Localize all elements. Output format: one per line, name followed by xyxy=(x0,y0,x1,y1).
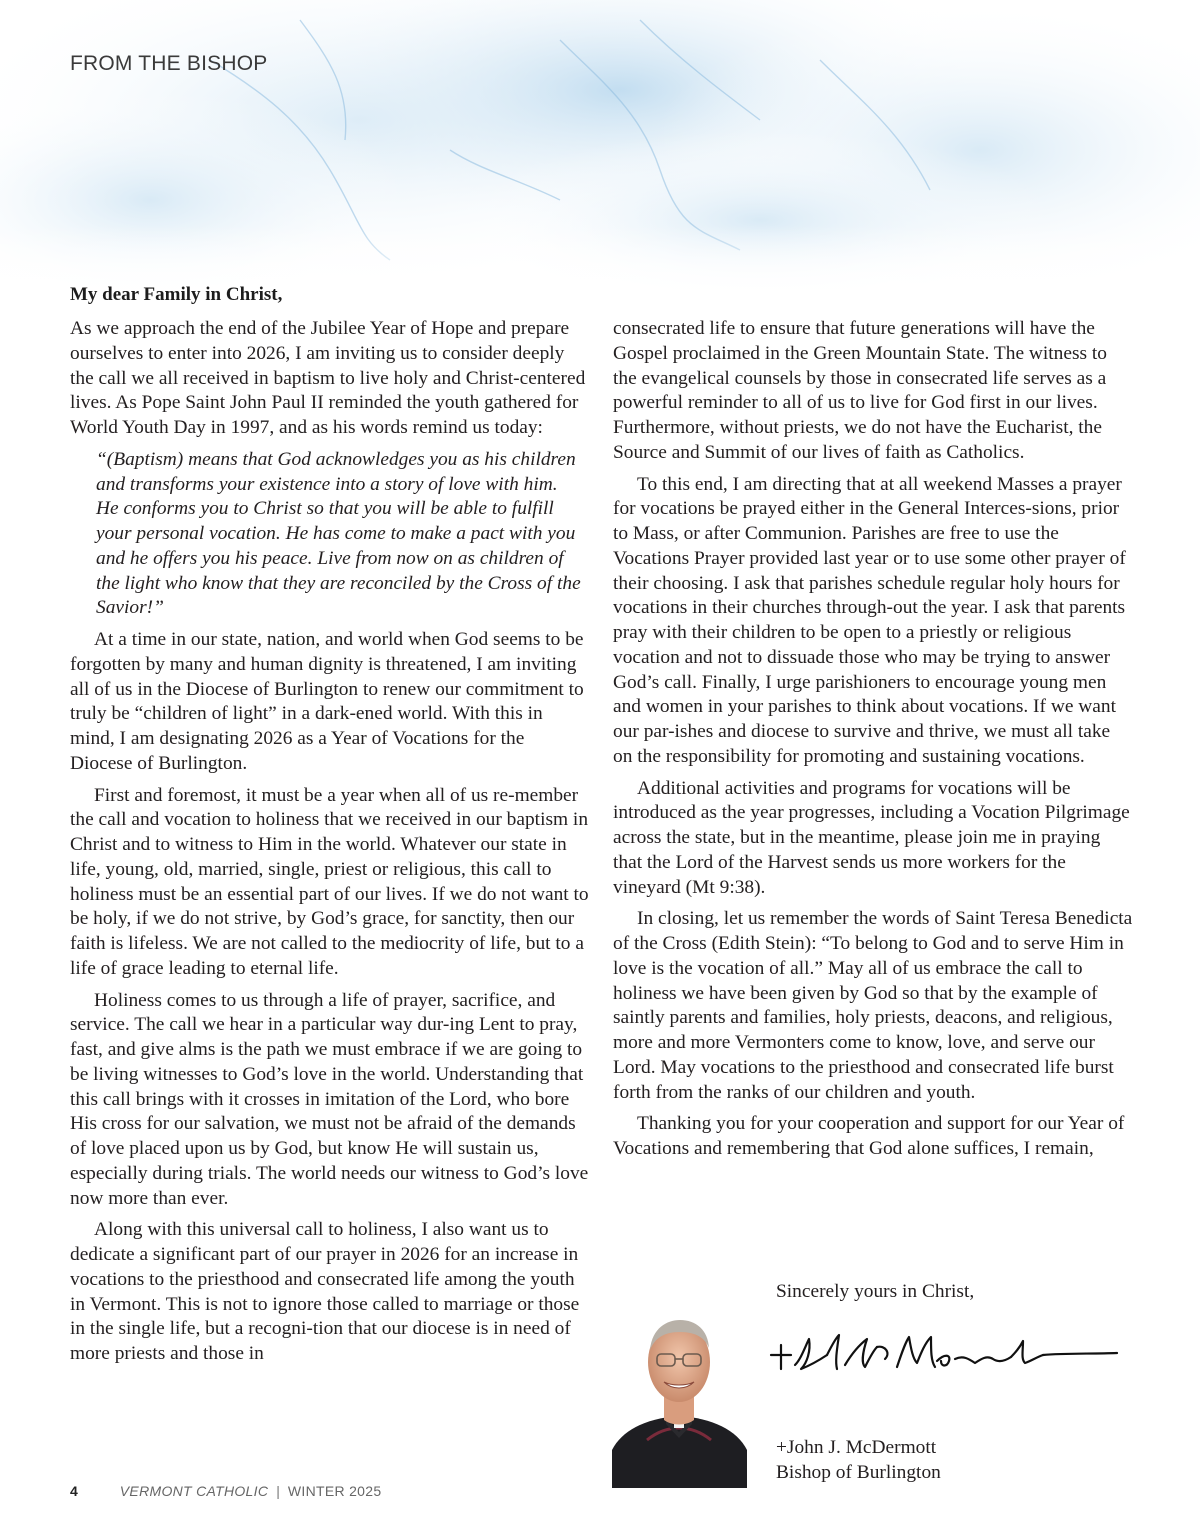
paragraph: In closing, let us remember the words of Saint Teresa Benedicta of the Cross (Edith Stein): “To belong to God and to serve Him in love is the vocation of all.” May all of us embrace the call to holiness we have been given by God so that by the example of saintly parents and families, holy priests, deacons, and religious, more and more Vermonters come to know, love, and serve our Lord. May vocations to the priesthood and consecrated life burst forth from the ranks of our children and youth. xyxy=(613,908,1133,1103)
issue-label: WINTER 2025 xyxy=(287,1483,382,1499)
paragraph: To this end, I am directing that at all weekend Masses a prayer for vocations be prayed either in the General Interces-sions, prior to Mass, or after Communion. Parishes are free to use the Vocations Prayer provided last year or to use some other prayer of their choosing. I ask that parishes schedule regular holy hours for vocations in their churches through-out the year. I ask that parents pray with their children to be open to a priestly or religious vocation and not to dissuade those who may be trying to answer God’s call. Finally, I urge parishioners to encourage young men and women in your parishes to think about vocations. If we want our par-ishes and diocese to survive and thrive, we must all take on the responsibility for promoting and sustaining vocations. xyxy=(613,473,1126,767)
paragraph: Along with this universal call to holiness, I also want us to dedicate a significant part of our prayer in 2026 for an increase in vocations to the priesthood and consecrated life among the youth in Vermont. This is not to ignore those called to marriage or those in the single life, but a recogni-tion that our diocese is in need of more priests and those in xyxy=(70,1219,580,1364)
footer-separator: | xyxy=(276,1483,280,1499)
paragraph-intro: As we approach the end of the Jubilee Year of Hope and prepare ourselves to enter into 2026, I am inviting us to consider deeply the call we all received in baptism to live holy and Christ-centered lives. As Pope Saint John Paul II reminded the youth gathered for World Youth Day in 1997, and as his words remind us today: xyxy=(70,318,586,438)
bishop-portrait xyxy=(612,1300,747,1488)
letter-salutation: My dear Family in Christ, xyxy=(70,284,283,305)
letter-left-column xyxy=(70,317,590,1374)
watercolor-background xyxy=(0,0,1200,300)
block-quote: “(Baptism) means that God acknowledges you as his children and transforms your existence into a story of love with him. He conforms you to Christ so that you will be able to fulfill your personal vocation. He has come to make a pact with you and he offers you his peace. Live from now on as children of the light who know that they are reconciled by the Cross of the Savior!” xyxy=(96,448,581,619)
signature xyxy=(765,1325,1125,1383)
signer-name: +John J. McDermott xyxy=(776,1437,937,1458)
letter-right-column xyxy=(613,317,1133,1162)
section-label: FROM THE BISHOP xyxy=(70,52,268,75)
paragraph: Holiness comes to us through a life of prayer, sacrifice, and service. The call we hear in a particular way dur-ing Lent to pray, fast, and give alms is the path we must embrace if we are going to be living witnesses to God’s love in the world. Understanding that this call brings with it crosses in imitation of the Lord, who bore His cross for our salvation, we must not be afraid of the demands of love placed upon us by God, but know He will sustain us, especially during trials. The world needs our witness to God’s love now more than ever. xyxy=(70,989,589,1209)
signature-block xyxy=(776,1436,941,1485)
page-number: 4 xyxy=(70,1483,78,1499)
paragraph-continued: consecrated life to ensure that future generations will have the Gospel proclaimed in the Green Mountain State. The witness to the evangelical counsels by those in consecrated life serves as a powerful reminder to all of us to live for God first in our lives. Furthermore, without priests, we do not have the Eucharist, the Source and Summit of our lives of faith as Catholics. xyxy=(613,318,1107,463)
paragraph: At a time in our state, nation, and world when God seems to be forgotten by many and human dignity is threatened, I am inviting all of us in the Diocese of Burlington to renew our commitment to truly be “children of light” in a dark-ened world. With this in mind, I am designating 2026 as a Year of Vocations for the Diocese of Burlington. xyxy=(70,629,584,774)
signer-title: Bishop of Burlington xyxy=(776,1461,941,1483)
closing-line: Sincerely yours in Christ, xyxy=(776,1281,975,1302)
paragraph: Additional activities and programs for vocations will be introduced as the year progresses, including a Vocation Pilgrimage across the state, but in the meantime, please join me in praying that the Lord of the Harvest sends us more workers for the vineyard (Mt 9:38). xyxy=(613,777,1130,898)
paragraph-closing: Thanking you for your cooperation and support for our Year of Vocations and remembering that God alone suffices, I remain, xyxy=(613,1113,1125,1159)
publication-name: VERMONT CATHOLIC xyxy=(119,1483,269,1499)
paragraph: First and foremost, it must be a year when all of us re-member the call and vocation to holiness that we received in our baptism in Christ and to witness to Him in the world. Whatever our state in life, young, old, married, single, priest or religious, this call to holiness must be an essential part of our lives. If we do not want to be holy, if we do not strive, by God’s grace, for sanctity, then our faith is lifeless. We are not called to the mediocrity of life, but to a life of grace leading to eternal life. xyxy=(70,784,589,979)
page-footer xyxy=(70,1483,381,1499)
